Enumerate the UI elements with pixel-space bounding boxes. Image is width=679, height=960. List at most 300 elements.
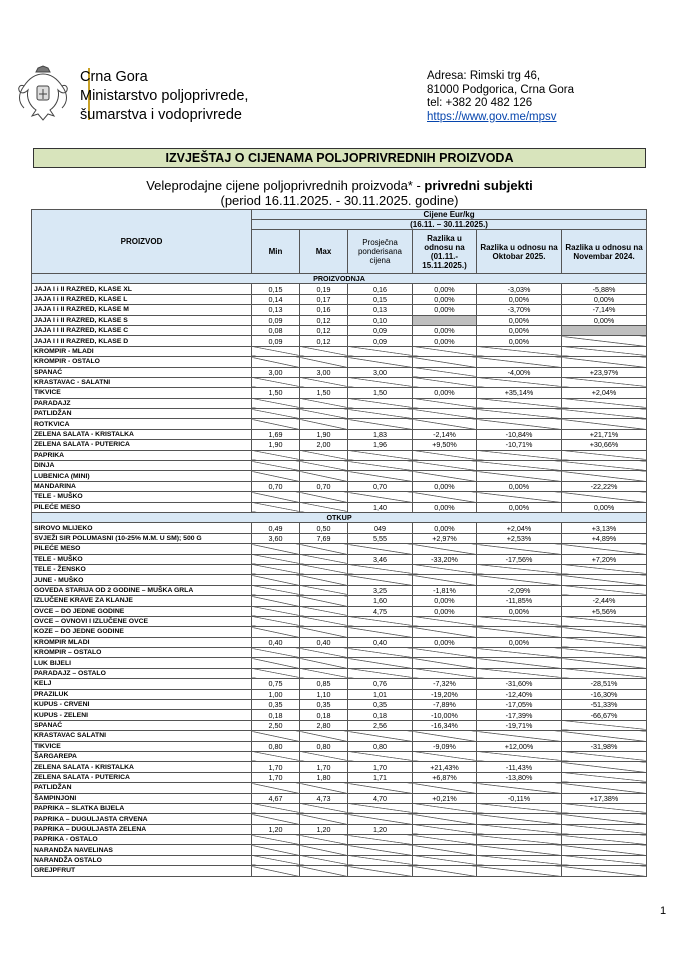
table-row xyxy=(32,772,647,782)
column-header: Razlika u odnosu na Novembar 2024. xyxy=(562,230,647,274)
column-header: Min xyxy=(252,230,300,274)
empty-cell xyxy=(413,731,477,741)
value-cell: 0,00% xyxy=(477,637,562,647)
empty-cell xyxy=(252,835,300,845)
product-name-cell: KELJ xyxy=(32,679,252,689)
table-row xyxy=(32,637,647,647)
empty-cell xyxy=(348,627,413,637)
value-cell: 0,00% xyxy=(477,502,562,512)
value-cell: 1,10 xyxy=(300,689,348,699)
empty-cell xyxy=(252,731,300,741)
table-row xyxy=(32,679,647,689)
value-cell: +0,21% xyxy=(413,793,477,803)
table-row xyxy=(32,751,647,761)
value-cell: 0,09 xyxy=(252,315,300,325)
table-row xyxy=(32,700,647,710)
product-name-cell: KUPUS - CRVENI xyxy=(32,700,252,710)
value-cell: 4,73 xyxy=(300,793,348,803)
empty-cell xyxy=(413,866,477,876)
empty-cell xyxy=(348,731,413,741)
value-cell: 1,90 xyxy=(252,440,300,450)
product-name-cell: TELE - ŽENSKO xyxy=(32,564,252,574)
value-cell: 0,00% xyxy=(477,315,562,325)
value-cell: -7,32% xyxy=(413,679,477,689)
table-row xyxy=(32,440,647,450)
address-line: 81000 Podgorica, Crna Gora xyxy=(427,83,575,96)
empty-cell xyxy=(413,492,477,502)
value-cell: 0,09 xyxy=(252,336,300,346)
empty-cell xyxy=(477,658,562,668)
table-row xyxy=(32,533,647,543)
value-cell: 0,00% xyxy=(413,596,477,606)
value-cell: 3,25 xyxy=(348,585,413,595)
empty-cell xyxy=(252,502,300,512)
value-cell: -19,20% xyxy=(413,689,477,699)
product-name-cell: GOVEDA STARIJA OD 2 GODINE – MUŠKA GRLA xyxy=(32,585,252,595)
value-cell: -17,39% xyxy=(477,710,562,720)
empty-cell xyxy=(252,596,300,606)
value-cell: +4,89% xyxy=(562,533,647,543)
table-row xyxy=(32,554,647,564)
value-cell: -4,00% xyxy=(477,367,562,377)
empty-cell xyxy=(477,471,562,481)
empty-cell xyxy=(413,616,477,626)
empty-cell xyxy=(348,461,413,471)
value-cell: -66,67% xyxy=(562,710,647,720)
product-name-cell: JAJA I i II RAZRED, KLASE S xyxy=(32,315,252,325)
value-cell: 0,00% xyxy=(413,606,477,616)
table-row xyxy=(32,731,647,741)
empty-cell xyxy=(562,731,647,741)
value-cell: -31,60% xyxy=(477,679,562,689)
table-row xyxy=(32,606,647,616)
table-row xyxy=(32,720,647,730)
value-cell: 1,83 xyxy=(348,429,413,439)
empty-cell xyxy=(477,616,562,626)
empty-cell xyxy=(252,346,300,356)
product-name-cell: OVCE – OVNOVI I IZLUČENE OVCE xyxy=(32,616,252,626)
value-cell: 1,40 xyxy=(348,502,413,512)
empty-cell xyxy=(562,855,647,865)
value-cell: -16,30% xyxy=(562,689,647,699)
product-name-cell: JAJA I I II RAZRED, KLASE C xyxy=(32,325,252,335)
org-line: Crna Gora xyxy=(80,69,148,85)
empty-cell xyxy=(300,585,348,595)
blank-cell xyxy=(413,315,477,325)
empty-cell xyxy=(413,544,477,554)
product-name-cell: SPANAĆ xyxy=(32,367,252,377)
empty-cell xyxy=(477,668,562,678)
value-cell: 0,12 xyxy=(300,325,348,335)
value-cell: 0,00% xyxy=(477,325,562,335)
empty-cell xyxy=(562,377,647,387)
value-cell: -10,84% xyxy=(477,429,562,439)
value-cell: -19,71% xyxy=(477,720,562,730)
empty-cell xyxy=(252,855,300,865)
org-line: šumarstva i vodoprivrede xyxy=(80,107,242,123)
value-cell: -2,44% xyxy=(562,596,647,606)
value-cell: +23,97% xyxy=(562,367,647,377)
empty-cell xyxy=(300,668,348,678)
empty-cell xyxy=(300,835,348,845)
value-cell: 0,70 xyxy=(348,481,413,491)
empty-cell xyxy=(252,585,300,595)
empty-cell xyxy=(413,575,477,585)
empty-cell xyxy=(300,803,348,813)
value-cell: +5,56% xyxy=(562,606,647,616)
empty-cell xyxy=(300,544,348,554)
value-cell: 3,00 xyxy=(252,367,300,377)
empty-cell xyxy=(252,554,300,564)
empty-cell xyxy=(413,803,477,813)
empty-cell xyxy=(562,720,647,730)
value-cell: 0,18 xyxy=(252,710,300,720)
product-name-cell: TELE - MUŠKO xyxy=(32,492,252,502)
empty-cell xyxy=(562,564,647,574)
table-row xyxy=(32,284,647,294)
empty-cell xyxy=(300,866,348,876)
table-row xyxy=(32,835,647,845)
product-name-cell: TIKVICE xyxy=(32,741,252,751)
value-cell: 1,00 xyxy=(252,689,300,699)
empty-cell xyxy=(300,564,348,574)
product-name-cell: JAJA I i II RAZRED, KLASE XL xyxy=(32,284,252,294)
empty-cell xyxy=(413,398,477,408)
empty-cell xyxy=(348,814,413,824)
empty-cell xyxy=(348,346,413,356)
product-name-cell: KRASTAVAC SALATNI xyxy=(32,731,252,741)
empty-cell xyxy=(300,461,348,471)
empty-cell xyxy=(252,627,300,637)
empty-cell xyxy=(348,471,413,481)
empty-cell xyxy=(252,409,300,419)
value-cell: +17,38% xyxy=(562,793,647,803)
product-name-cell: JAJA I I II RAZRED, KLASE D xyxy=(32,336,252,346)
value-cell: +2,97% xyxy=(413,533,477,543)
value-cell: +21,43% xyxy=(413,762,477,772)
table-row xyxy=(32,502,647,512)
empty-cell xyxy=(252,471,300,481)
empty-cell xyxy=(252,492,300,502)
value-cell: 0,00% xyxy=(413,336,477,346)
empty-cell xyxy=(413,835,477,845)
empty-cell xyxy=(252,783,300,793)
product-name-cell: IZLUČENE KRAVE ZA KLANJE xyxy=(32,596,252,606)
subtitle-prefix: Veleprodajne cijene poljoprivrednih proizvoda* - xyxy=(146,178,425,193)
value-cell: 0,00% xyxy=(562,315,647,325)
value-cell: 0,00% xyxy=(477,294,562,304)
empty-cell xyxy=(477,544,562,554)
empty-cell xyxy=(300,554,348,564)
value-cell: 1,01 xyxy=(348,689,413,699)
value-cell: -3,70% xyxy=(477,305,562,315)
value-cell: 0,80 xyxy=(252,741,300,751)
table-row xyxy=(32,357,647,367)
ministry-name xyxy=(80,68,248,125)
empty-cell xyxy=(348,616,413,626)
column-header: Prosječna ponderisana cijena xyxy=(348,230,413,274)
empty-cell xyxy=(300,471,348,481)
value-cell: 0,00% xyxy=(413,305,477,315)
empty-cell xyxy=(477,492,562,502)
table-row xyxy=(32,315,647,325)
value-cell: 0,13 xyxy=(348,305,413,315)
empty-cell xyxy=(413,450,477,460)
product-name-cell: PAPRIKA xyxy=(32,450,252,460)
product-name-cell: PARADAJZ xyxy=(32,398,252,408)
value-cell: +2,04% xyxy=(562,388,647,398)
table-row xyxy=(32,450,647,460)
value-cell: 0,40 xyxy=(252,637,300,647)
empty-cell xyxy=(562,845,647,855)
value-cell: 0,12 xyxy=(300,336,348,346)
website-link[interactable]: https://www.gov.me/mpsv xyxy=(427,110,557,123)
column-header: Razlika u odnosu na (01.11.- 15.11.2025.) xyxy=(413,230,477,274)
value-cell: 0,00% xyxy=(413,284,477,294)
product-name-cell: SPANAĆ xyxy=(32,720,252,730)
value-cell: -10,71% xyxy=(477,440,562,450)
product-name-cell: JUNE - MUŠKO xyxy=(32,575,252,585)
table-row xyxy=(32,855,647,865)
value-cell: +9,50% xyxy=(413,440,477,450)
product-name-cell: PARADAJZ – OSTALO xyxy=(32,668,252,678)
product-name-cell: SVJEŽI SIR POLUMASNI (10-25% M.M. U SM); 500 G xyxy=(32,533,252,543)
value-cell: 0,50 xyxy=(300,523,348,533)
value-cell: 0,49 xyxy=(252,523,300,533)
table-row xyxy=(32,616,647,626)
value-cell: -1,81% xyxy=(413,585,477,595)
report-period: (period 16.11.2025. - 30.11.2025. godine) xyxy=(220,193,459,208)
empty-cell xyxy=(300,731,348,741)
empty-cell xyxy=(413,648,477,658)
product-name-cell: NARANDŽA NAVELINAS xyxy=(32,845,252,855)
product-name-cell: PAPRIKA – DUGULJASTA ZELENA xyxy=(32,824,252,834)
empty-cell xyxy=(413,367,477,377)
empty-cell xyxy=(252,461,300,471)
value-cell: -7,14% xyxy=(562,305,647,315)
empty-cell xyxy=(348,419,413,429)
section-title: OTKUP xyxy=(32,512,647,522)
empty-cell xyxy=(477,824,562,834)
empty-cell xyxy=(562,866,647,876)
value-cell: 0,80 xyxy=(348,741,413,751)
empty-cell xyxy=(413,346,477,356)
value-cell: 4,67 xyxy=(252,793,300,803)
value-cell: 0,10 xyxy=(348,315,413,325)
table-row xyxy=(32,523,647,533)
empty-cell xyxy=(348,803,413,813)
value-cell: 0,00% xyxy=(413,502,477,512)
empty-cell xyxy=(252,845,300,855)
value-cell: 2,80 xyxy=(300,720,348,730)
empty-cell xyxy=(477,357,562,367)
subtitle-bold: privredni subjekti xyxy=(424,178,533,193)
table-body xyxy=(32,274,647,877)
value-cell: -11,43% xyxy=(477,762,562,772)
product-name-cell: OVCE – DO JEDNE GODINE xyxy=(32,606,252,616)
table-row xyxy=(32,471,647,481)
empty-cell xyxy=(300,783,348,793)
value-cell: -33,20% xyxy=(413,554,477,564)
product-name-cell: PRAZILUK xyxy=(32,689,252,699)
product-name-cell: ZELENA SALATA - PUTERICA xyxy=(32,440,252,450)
value-cell: 2,50 xyxy=(252,720,300,730)
value-cell: 0,35 xyxy=(252,700,300,710)
product-name-cell: KOZE – DO JEDNE GODINE xyxy=(32,627,252,637)
value-cell: 0,00% xyxy=(413,325,477,335)
value-cell: 1,50 xyxy=(300,388,348,398)
product-name-cell: DINJA xyxy=(32,461,252,471)
empty-cell xyxy=(562,544,647,554)
empty-cell xyxy=(562,575,647,585)
empty-cell xyxy=(413,658,477,668)
product-name-cell: SIROVO MLIJEKO xyxy=(32,523,252,533)
table-row xyxy=(32,793,647,803)
value-cell: 1,80 xyxy=(300,772,348,782)
value-cell: -11,85% xyxy=(477,596,562,606)
product-name-cell: KUPUS - ZELENI xyxy=(32,710,252,720)
empty-cell xyxy=(562,772,647,782)
empty-cell xyxy=(562,751,647,761)
table-row xyxy=(32,346,647,356)
empty-cell xyxy=(562,336,647,346)
value-cell: 0,85 xyxy=(300,679,348,689)
price-group-period: (16.11. – 30.11.2025.) xyxy=(252,220,647,230)
empty-cell xyxy=(562,762,647,772)
value-cell: +30,66% xyxy=(562,440,647,450)
empty-cell xyxy=(252,398,300,408)
empty-cell xyxy=(348,855,413,865)
value-cell: 2,56 xyxy=(348,720,413,730)
empty-cell xyxy=(562,637,647,647)
empty-cell xyxy=(252,450,300,460)
value-cell: 0,14 xyxy=(252,294,300,304)
table-row xyxy=(32,783,647,793)
table-row xyxy=(32,845,647,855)
product-name-cell: JAJA I i II RAZRED, KLASE M xyxy=(32,305,252,315)
table-row xyxy=(32,388,647,398)
org-line: Ministarstvo poljoprivrede, xyxy=(80,88,249,104)
empty-cell xyxy=(562,450,647,460)
empty-cell xyxy=(300,814,348,824)
empty-cell xyxy=(562,648,647,658)
table-row xyxy=(32,741,647,751)
value-cell: 0,00% xyxy=(562,294,647,304)
table-row xyxy=(32,585,647,595)
value-cell: 0,00% xyxy=(413,294,477,304)
value-cell: 0,13 xyxy=(252,305,300,315)
empty-cell xyxy=(413,824,477,834)
table-row xyxy=(32,336,647,346)
value-cell: 0,00% xyxy=(413,523,477,533)
empty-cell xyxy=(252,658,300,668)
empty-cell xyxy=(562,409,647,419)
empty-cell xyxy=(300,450,348,460)
empty-cell xyxy=(348,450,413,460)
value-cell: 0,00% xyxy=(477,481,562,491)
value-cell: 0,16 xyxy=(348,284,413,294)
empty-cell xyxy=(252,564,300,574)
value-cell: +7,20% xyxy=(562,554,647,564)
empty-cell xyxy=(252,803,300,813)
table-row xyxy=(32,305,647,315)
value-cell: 3,00 xyxy=(348,367,413,377)
empty-cell xyxy=(562,627,647,637)
product-name-cell: PAPRIKA – DUGULJASTA CRVENA xyxy=(32,814,252,824)
value-cell: 0,35 xyxy=(348,700,413,710)
product-name-cell: ŠAMPINJONI xyxy=(32,793,252,803)
product-name-cell: PAPRIKA - OSTALO xyxy=(32,835,252,845)
product-name-cell: KROMPIR - OSTALO xyxy=(32,357,252,367)
empty-cell xyxy=(348,564,413,574)
value-cell: 0,00% xyxy=(562,502,647,512)
value-cell: 1,20 xyxy=(300,824,348,834)
value-cell: 1,70 xyxy=(348,762,413,772)
empty-cell xyxy=(252,866,300,876)
value-cell: 3,00 xyxy=(300,367,348,377)
table-row xyxy=(32,409,647,419)
price-table xyxy=(31,209,647,877)
empty-cell xyxy=(348,575,413,585)
value-cell: 1,20 xyxy=(348,824,413,834)
value-cell: 0,00% xyxy=(413,388,477,398)
value-cell: -22,22% xyxy=(562,481,647,491)
empty-cell xyxy=(413,461,477,471)
empty-cell xyxy=(413,564,477,574)
column-header: Max xyxy=(300,230,348,274)
empty-cell xyxy=(413,845,477,855)
empty-cell xyxy=(348,357,413,367)
montenegro-coat-of-arms-icon xyxy=(14,64,72,126)
value-cell: +35,14% xyxy=(477,388,562,398)
table-row xyxy=(32,803,647,813)
value-cell: 1,90 xyxy=(300,429,348,439)
value-cell: 0,76 xyxy=(348,679,413,689)
empty-cell xyxy=(348,751,413,761)
table-row xyxy=(32,689,647,699)
empty-cell xyxy=(477,814,562,824)
value-cell: 0,70 xyxy=(300,481,348,491)
value-cell: -2,14% xyxy=(413,429,477,439)
value-cell: 1,50 xyxy=(252,388,300,398)
product-name-cell: PILEĆE MESO xyxy=(32,502,252,512)
empty-cell xyxy=(413,855,477,865)
product-name-cell: GREJPFRUT xyxy=(32,866,252,876)
value-cell: -13,80% xyxy=(477,772,562,782)
table-row xyxy=(32,762,647,772)
value-cell: 3,46 xyxy=(348,554,413,564)
value-cell: -2,09% xyxy=(477,585,562,595)
empty-cell xyxy=(252,377,300,387)
table-row xyxy=(32,596,647,606)
value-cell: 1,71 xyxy=(348,772,413,782)
value-cell: -31,98% xyxy=(562,741,647,751)
empty-cell xyxy=(252,751,300,761)
empty-cell xyxy=(348,845,413,855)
empty-cell xyxy=(477,564,562,574)
value-cell: 0,00% xyxy=(413,637,477,647)
empty-cell xyxy=(477,419,562,429)
empty-cell xyxy=(477,855,562,865)
empty-cell xyxy=(300,648,348,658)
document-header xyxy=(14,64,674,134)
value-cell: +6,87% xyxy=(413,772,477,782)
table-row xyxy=(32,710,647,720)
value-cell: 0,12 xyxy=(300,315,348,325)
table-row xyxy=(32,564,647,574)
empty-cell xyxy=(252,544,300,554)
empty-cell xyxy=(300,658,348,668)
